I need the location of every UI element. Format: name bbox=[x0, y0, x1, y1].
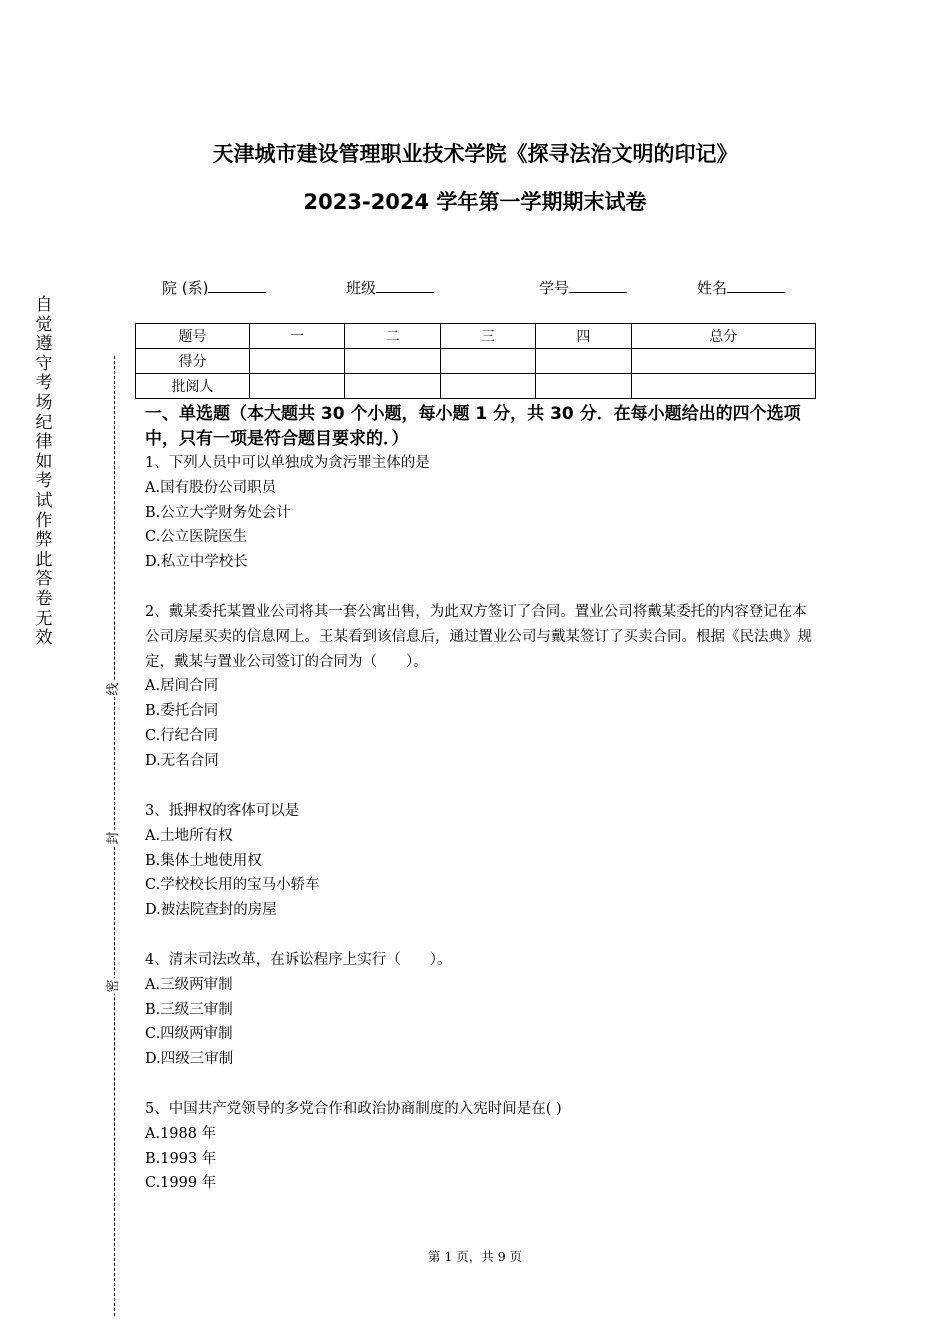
header-cell: 总分 bbox=[631, 324, 815, 349]
question-option[interactable]: B.集体土地使用权 bbox=[145, 852, 262, 869]
side-notice-char: 效 bbox=[35, 628, 53, 649]
score-cell[interactable] bbox=[345, 349, 440, 374]
class-label: 班级 bbox=[346, 279, 377, 297]
reviewer-cell[interactable] bbox=[250, 374, 345, 399]
question-option[interactable]: B.公立大学财务处会计 bbox=[145, 504, 291, 521]
reviewer-cell[interactable] bbox=[631, 374, 815, 399]
question-3 bbox=[145, 799, 815, 923]
student-no-field bbox=[539, 277, 627, 298]
page-number: 第 1 页，共 9 页 bbox=[427, 1249, 523, 1264]
score-cell[interactable] bbox=[631, 349, 815, 374]
side-notice-char: 考 bbox=[35, 373, 53, 394]
question-4 bbox=[145, 948, 815, 1072]
header-cell: 一 bbox=[250, 324, 345, 349]
seal-mark-xian: 线 bbox=[104, 681, 124, 697]
question-option[interactable]: A.1988 年 bbox=[145, 1125, 217, 1142]
question-stem: 2、戴某委托某置业公司将其一套公寓出售，为此双方签订了合同。置业公司将戴某委托的内容登记在本公司房屋买卖的信息网上。王某看到该信息后，通过置业公司与戴某签订了买卖合同。根据《民法典》规定，戴某与置业公司签订的合同为（ ）。 bbox=[145, 604, 812, 670]
side-notice-char: 守 bbox=[35, 353, 53, 374]
question-option[interactable]: D.无名合同 bbox=[145, 752, 219, 769]
question-option[interactable]: C.学校校长用的宝马小轿车 bbox=[145, 877, 320, 894]
side-notice-char: 场 bbox=[35, 392, 53, 413]
question-stem: 1、下列人员中可以单独成为贪污罪主体的是 bbox=[145, 455, 430, 471]
side-notice-char: 律 bbox=[35, 432, 53, 453]
seal-mark-feng: 封 bbox=[104, 830, 124, 846]
question-1 bbox=[145, 451, 815, 575]
dept-label: 院 (系) bbox=[162, 279, 209, 297]
side-notice-char: 遵 bbox=[35, 334, 53, 355]
score-row-label: 得分 bbox=[136, 349, 250, 374]
question-option[interactable]: A.三级两审制 bbox=[145, 976, 233, 993]
seal-mark-mi: 密 bbox=[104, 978, 124, 994]
student-no-label: 学号 bbox=[539, 279, 570, 297]
side-notice-char: 试 bbox=[35, 490, 53, 511]
side-notice-char: 卷 bbox=[35, 588, 53, 609]
question-option[interactable]: A.土地所有权 bbox=[145, 827, 233, 844]
score-cell[interactable] bbox=[440, 349, 535, 374]
question-option[interactable]: B.1993 年 bbox=[145, 1150, 217, 1167]
name-blank[interactable] bbox=[727, 278, 785, 293]
question-option[interactable]: D.被法院查封的房屋 bbox=[145, 902, 277, 919]
question-option[interactable]: C.1999 年 bbox=[145, 1175, 217, 1192]
class-blank[interactable] bbox=[376, 278, 434, 293]
name-label: 姓名 bbox=[697, 279, 728, 297]
reviewer-cell[interactable] bbox=[440, 374, 535, 399]
header-cell: 题号 bbox=[136, 324, 250, 349]
question-stem: 5、中国共产党领导的多党合作和政治协商制度的入宪时间是在( ) bbox=[145, 1101, 562, 1117]
exam-title-line1: 天津城市建设管理职业技术学院《探寻法治文明的印记》 bbox=[212, 142, 738, 166]
question-option[interactable]: A.居间合同 bbox=[145, 678, 219, 695]
question-option[interactable]: D.四级三审制 bbox=[145, 1051, 234, 1068]
question-option[interactable]: B.三级三审制 bbox=[145, 1001, 233, 1018]
score-table bbox=[135, 323, 816, 399]
question-stem: 4、清末司法改革，在诉讼程序上实行（ ）。 bbox=[145, 952, 452, 968]
side-notice-char: 如 bbox=[35, 451, 53, 472]
class-field bbox=[346, 277, 434, 298]
reviewer-row-label: 批阅人 bbox=[136, 374, 250, 399]
side-notice-char: 作 bbox=[35, 510, 53, 531]
score-row bbox=[136, 349, 816, 374]
header-cell: 二 bbox=[345, 324, 440, 349]
side-notice-char: 考 bbox=[35, 471, 53, 492]
score-table-header-row bbox=[136, 324, 816, 349]
side-notice bbox=[33, 296, 55, 649]
dept-blank[interactable] bbox=[208, 278, 266, 293]
side-notice-char: 无 bbox=[35, 608, 53, 629]
side-notice-char: 此 bbox=[35, 549, 53, 570]
reviewer-row bbox=[136, 374, 816, 399]
side-notice-char: 纪 bbox=[35, 412, 53, 433]
reviewer-cell[interactable] bbox=[345, 374, 440, 399]
question-option[interactable]: C.行纪合同 bbox=[145, 727, 219, 744]
header-cell: 四 bbox=[536, 324, 631, 349]
exam-title-line2: 2023-2024 学年第一学期期末试卷 bbox=[303, 190, 647, 214]
question-option[interactable]: C.四级两审制 bbox=[145, 1026, 233, 1043]
score-cell[interactable] bbox=[250, 349, 345, 374]
reviewer-cell[interactable] bbox=[536, 374, 631, 399]
side-notice-char: 答 bbox=[35, 569, 53, 590]
question-option[interactable]: C.公立医院医生 bbox=[145, 529, 248, 546]
question-5 bbox=[145, 1097, 815, 1196]
header-cell: 三 bbox=[440, 324, 535, 349]
question-option[interactable]: B.委托合同 bbox=[145, 703, 219, 720]
question-stem: 3、抵押权的客体可以是 bbox=[145, 803, 300, 819]
student-no-blank[interactable] bbox=[569, 278, 627, 293]
dept-field bbox=[162, 277, 266, 298]
question-2 bbox=[145, 600, 815, 774]
side-notice-char: 弊 bbox=[35, 530, 53, 551]
section-heading: 一、单选题（本大题共 30 个小题，每小题 1 分，共 30 分．在每小题给出的四个选项中，只有一项是符合题目要求的．） bbox=[145, 404, 801, 449]
question-option[interactable]: A.国有股份公司职员 bbox=[145, 479, 277, 496]
side-notice-char: 自 bbox=[35, 295, 53, 315]
question-option[interactable]: D.私立中学校长 bbox=[145, 554, 248, 571]
score-cell[interactable] bbox=[536, 349, 631, 374]
name-field bbox=[697, 277, 785, 298]
side-notice-char: 觉 bbox=[35, 314, 53, 335]
